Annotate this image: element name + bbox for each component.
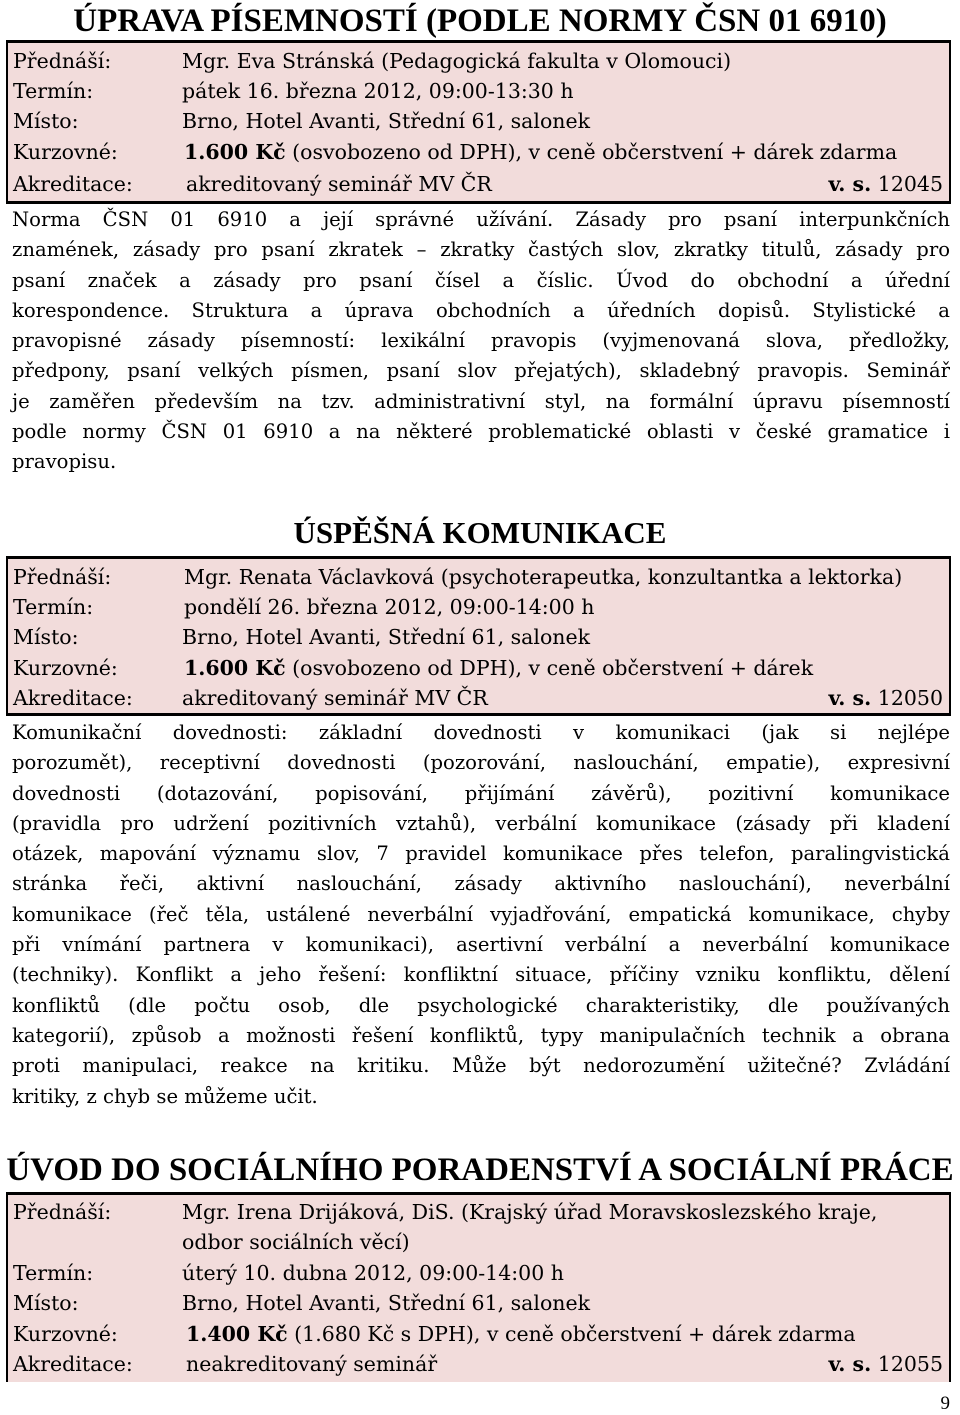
description-line: podle normy ČSN 01 6910 a na některé problematické oblasti v české gramatice i (12, 420, 950, 444)
info-row-lecturer-cont (8, 1227, 949, 1257)
code-prefix: v. s. (828, 172, 872, 196)
info-row-date (8, 592, 949, 622)
course-description (12, 718, 950, 1112)
course-info-box (6, 556, 951, 716)
info-row-date (8, 1258, 949, 1288)
info-value: Mgr. Irena Drijáková, DiS. (Krajský úřad Moravskoslezského kraje, (182, 1200, 878, 1224)
description-line: kritiky, z chyb se můžeme učit. (12, 1084, 318, 1108)
info-label: Místo: (13, 625, 79, 649)
info-label: Místo: (13, 109, 79, 133)
section-title: ÚVOD DO SOCIÁLNÍHO PORADENSTVÍ A SOCIÁLNÍ PRÁCE (6, 1152, 954, 1188)
info-value: Mgr. Eva Stránská (Pedagogická fakulta v Olomouci) (182, 49, 732, 73)
description-line: Komunikační dovednosti: základní dovednosti v komunikaci (jak si nejlépe (12, 721, 950, 744)
seminar-code (828, 683, 943, 713)
info-label: Akreditace: (13, 1352, 133, 1376)
info-label: Kurzovné: (13, 140, 118, 164)
info-row-accreditation (8, 1349, 949, 1379)
info-label: Akreditace: (13, 172, 133, 196)
info-row-fee (8, 137, 949, 167)
info-value: Brno, Hotel Avanti, Střední 61, salonek (182, 1291, 591, 1315)
description-line: psaní značek a zásady pro psaní čísel a číslic. Úvod do obchodní a úřední (12, 268, 950, 292)
code-prefix: v. s. (828, 1352, 872, 1376)
description-line: pravopisné zásady písemností: lexikální pravopis (vyjmenovaná slova, předložky, (12, 329, 950, 353)
info-label: Termín: (13, 595, 94, 619)
description-line: je zaměřen především na tzv. administrativní styl, na formální úpravu písemností (12, 389, 950, 413)
fee-note: (osvobozeno od DPH), v ceně občerstvení + dárek (292, 656, 814, 680)
code-prefix: v. s. (828, 686, 872, 710)
info-value: Mgr. Renata Václavková (psychoterapeutka, konzultantka a lektorka) (184, 565, 903, 589)
page-number: 9 (940, 1393, 950, 1414)
info-row-fee (8, 653, 949, 683)
info-value (186, 1319, 856, 1349)
info-label: Přednáší: (13, 565, 112, 589)
info-row-accreditation (8, 683, 949, 713)
info-label: Termín: (13, 1261, 94, 1285)
info-label: Kurzovné: (13, 1322, 118, 1346)
info-value: pondělí 26. března 2012, 09:00-14:00 h (184, 595, 595, 619)
info-value: akreditovaný seminář MV ČR (182, 686, 488, 710)
info-value: Brno, Hotel Avanti, Střední 61, salonek (182, 625, 591, 649)
seminar-code (828, 169, 943, 199)
description-line: otázek, mapování významu slov, 7 pravidel komunikace přes telefon, paralingvistická (12, 842, 950, 866)
fee-amount: 1.600 Kč (184, 140, 286, 164)
info-label: Akreditace: (13, 686, 133, 710)
description-line: pravopisu. (12, 450, 117, 474)
info-label: Místo: (13, 1291, 79, 1315)
info-label: Termín: (13, 79, 94, 103)
info-value (184, 653, 813, 683)
code-number: 12045 (877, 172, 943, 196)
info-value: Brno, Hotel Avanti, Střední 61, salonek (182, 109, 591, 133)
fee-note: (osvobozeno od DPH), v ceně občerstvení + dárek zdarma (292, 140, 898, 164)
info-row-place (8, 106, 949, 136)
description-line: (pravidla pro udržení pozitivních vztahů), verbální komunikace (zásady při kladení (12, 811, 950, 835)
info-row-fee (8, 1319, 949, 1349)
section-title: ÚSPĚŠNÁ KOMUNIKACE (293, 515, 667, 550)
description-line: stránka řeči, aktivní naslouchání, zásady aktivního naslouchání), neverbální (12, 872, 950, 896)
description-line: konfliktů (dle počtu osob, dle psychologické charakteristiky, dle používaných (12, 993, 950, 1017)
code-number: 12055 (877, 1352, 943, 1376)
fee-note: (1.680 Kč s DPH), v ceně občerstvení + dárek zdarma (294, 1322, 856, 1346)
info-row-lecturer (8, 46, 949, 76)
info-value: neakreditovaný seminář (186, 1352, 438, 1376)
description-line: porozumět), receptivní dovednosti (pozorování, naslouchání, empatie), expresivní (12, 751, 950, 775)
code-number: 12050 (877, 686, 943, 710)
info-value: odbor sociálních věcí) (182, 1230, 410, 1254)
info-label: Přednáší: (13, 1200, 112, 1224)
description-line: při vnímání partnera v komunikaci), asertivní verbální a neverbální komunikace (12, 933, 950, 957)
info-row-lecturer (8, 1197, 949, 1227)
info-label: Kurzovné: (13, 656, 118, 680)
description-line: předpony, psaní velkých písmen, psaní slov přejatých), skladebný pravopis. Seminář (12, 359, 950, 383)
description-line: komunikace (řeč těla, ustálené neverbální vyjadřování, empatická komunikace, chyby (12, 902, 950, 926)
course-info-box (6, 40, 951, 204)
description-line: dovednosti (dotazování, popisování, přijímání závěrů), pozitivní komunikace (12, 781, 950, 805)
info-row-lecturer (8, 562, 949, 592)
info-row-place (8, 1288, 949, 1318)
section-title: ÚPRAVA PÍSEMNOSTÍ (PODLE NORMY ČSN 01 6910) (73, 3, 887, 39)
description-line: Norma ČSN 01 6910 a její správné užívání. Zásady pro psaní interpunkčních (12, 208, 950, 231)
info-row-accreditation (8, 169, 949, 199)
description-line: kategorií), způsob a možnosti řešení konfliktů, typy manipulačních technik a obrana (12, 1023, 950, 1047)
info-value: akreditovaný seminář MV ČR (186, 172, 492, 196)
info-row-place (8, 622, 949, 652)
fee-amount: 1.600 Kč (184, 656, 286, 680)
course-description (12, 205, 950, 478)
fee-amount: 1.400 Kč (186, 1322, 288, 1346)
seminar-code (828, 1349, 943, 1379)
info-value (184, 137, 897, 167)
info-value: úterý 10. dubna 2012, 09:00-14:00 h (182, 1261, 564, 1285)
description-line: korespondence. Struktura a úprava obchodních a úředních dopisů. Stylistické a (12, 298, 950, 322)
info-row-date (8, 76, 949, 106)
course-info-box (6, 1192, 951, 1382)
description-line: (techniky). Konflikt a jeho řešení: konfliktní situace, příčiny vzniku konfliktu, dělení (12, 963, 950, 987)
description-line: proti manipulaci, reakce na kritiku. Může být nedorozumění užitečné? Zvládání (12, 1054, 950, 1078)
info-value: pátek 16. března 2012, 09:00-13:30 h (182, 79, 574, 103)
info-label: Přednáší: (13, 49, 112, 73)
description-line: znamének, zásady pro psaní zkratek – zkratky častých slov, zkratky titulů, zásady pro (12, 238, 950, 262)
